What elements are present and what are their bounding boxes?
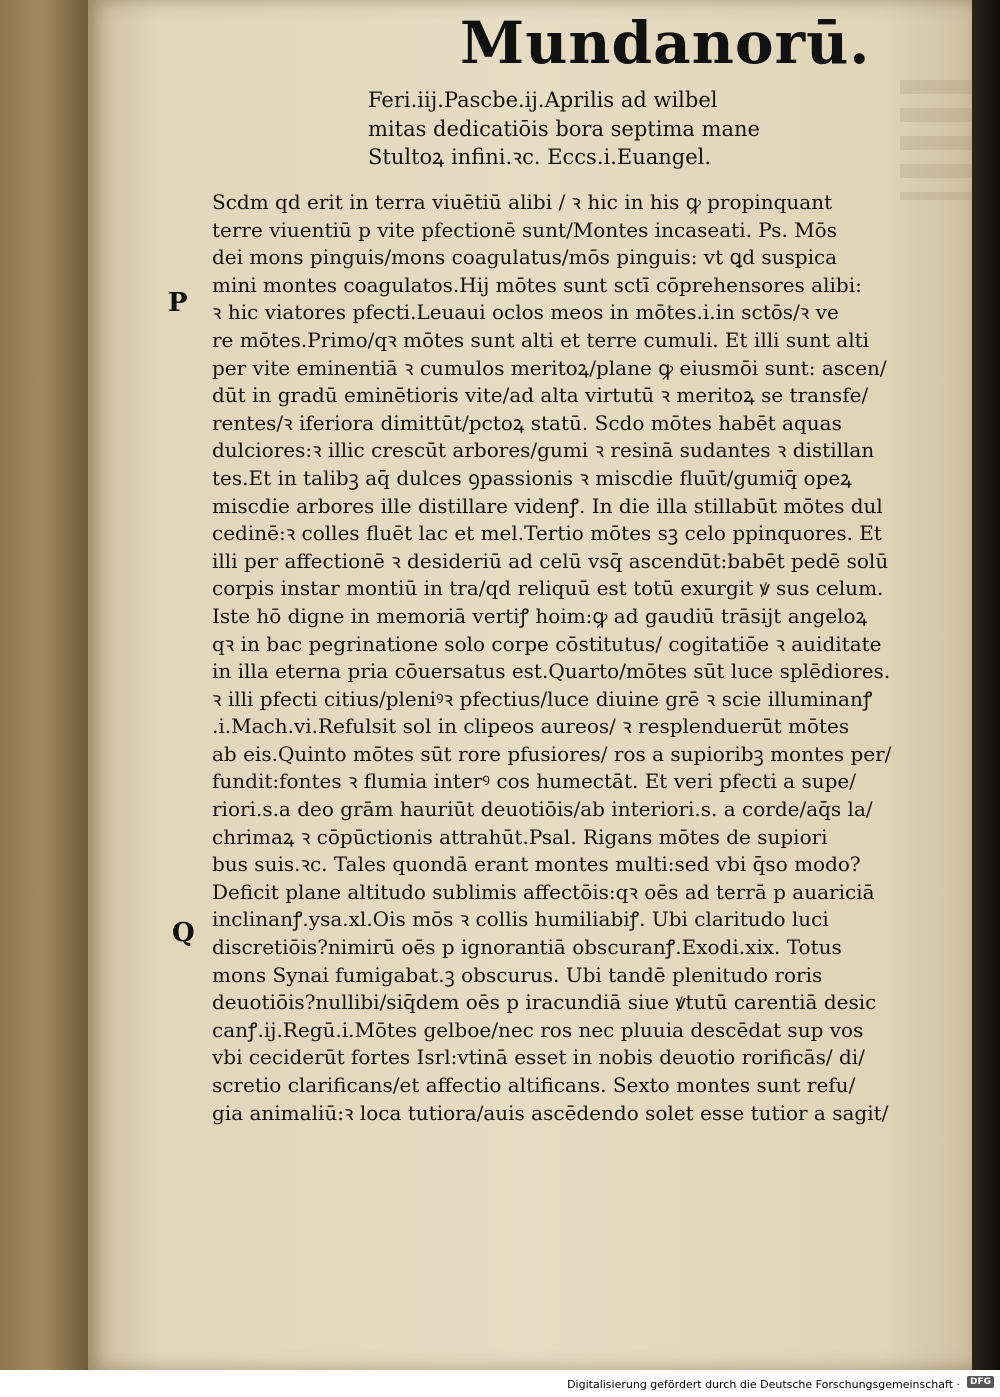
text-line: qꝛ in bac pegrinatione solo corpe cōstitutus/ cogitatiōe ꝛ auiditate xyxy=(212,631,882,656)
page-gutter-shadow xyxy=(972,0,1000,1370)
text-line: deuotiōis?nullibi/siq̄dem oēs p iracundiā siue ꝟtutū carentiā desic xyxy=(212,990,877,1015)
text-line: chrimaꝝ ꝛ cōpūctionis attrahūt.Psal. Rigans mōtes de supiori xyxy=(212,824,828,849)
text-line: in illa eterna pria cōuersatus est.Quarto/mōtes sūt luce splēdiores. xyxy=(212,659,891,684)
rubric-line: Stultoꝝ infini.ꝛc. Eccs.i.Euangel. xyxy=(368,145,712,169)
text-line: dei mons pinguis/mons coagulatus/mōs pinguis: vt ꝗd suspica xyxy=(212,245,838,270)
text-line: per vite eminentiā ꝛ cumulos meritoꝝ/plane ꝙ eiusmōi sunt: ascen/ xyxy=(212,355,887,380)
text-line: mons Synai fumigabat.ꝫ obscurus. Ubi tandē plenitudo roris xyxy=(212,962,823,987)
text-line: fundit:fontes ꝛ flumia interꝰ cos humectāt. Et veri pfecti a supe/ xyxy=(212,769,856,794)
text-line: ab eis.Quinto mōtes sūt rore pfusiores/ ros a supioribꝫ montes per/ xyxy=(212,741,892,766)
body-text xyxy=(212,189,972,1127)
text-line: bus suis.ꝛc. Tales quondā erant montes multi:sed vbi q̄so modo? xyxy=(212,852,861,877)
margin-letter-p: P xyxy=(168,288,188,318)
text-line: Scdm qd erit in terra viuētiū alibi / ꝛ hic in his ꝙ propinquant xyxy=(212,190,833,214)
rubric-heading xyxy=(368,86,760,172)
margin-letter-q: Q xyxy=(172,918,195,948)
text-line: mini montes coagulatos.Hij mōtes sunt sctī cōprehensores alibi: xyxy=(212,272,862,297)
text-line: canꝭ.ij.Regū.i.Mōtes gelboe/nec ros nec pluuia descēdat sup vos xyxy=(212,1017,864,1042)
text-line: scretio clarificans/et affectio altificans. Sexto montes sunt refu/ xyxy=(212,1073,856,1097)
text-line: Deficit plane altitudo sublimis affectōis:qꝛ oēs ad terrā p auariciā xyxy=(212,879,875,904)
text-line: tes.Et in talibꝫ aq̄ dulces ꝯpassionis ꝛ miscdie fluūt/gumiq̄ opeꝝ xyxy=(212,465,852,490)
page-headline: Mundanorū. xyxy=(460,9,871,77)
text-line: re mōtes.Primo/qꝛ mōtes sunt alti et terre cumuli. Et illi sunt alti xyxy=(212,327,870,352)
rubric-line: Feri.iij.Pascbe.ij.Aprilis ad wilbel xyxy=(368,88,718,112)
show-through-bleed xyxy=(900,80,972,200)
text-line: ꝛ illi pfecti citius/pleniꝰꝛ pfectius/luce diuine grē ꝛ scie illuminanꝭ xyxy=(212,686,873,711)
text-line: dulciores:ꝛ illic crescūt arbores/gumi ꝛ resinā sudantes ꝛ distillan xyxy=(212,438,875,463)
text-line: rentes/ꝛ iferiora dimittūt/pctoꝝ statū. Scdo mōtes habēt aquas xyxy=(212,410,842,435)
text-line: Iste hō digne in memoriā vertiꝭ hoim:ꝙ ad gaudiū trāsijt angeloꝝ xyxy=(212,603,868,628)
text-line: ꝛ hic viatores pfecti.Leuaui oclos meos in mōtes.i.in sctōs/ꝛ ve xyxy=(212,300,839,325)
text-line: discretiōis?nimirū oēs p ignorantiā obscuranꝭ.Exodi.xix. Totus xyxy=(212,935,842,960)
text-line: gia animaliū:ꝛ loca tutiora/auis ascēdendo solet esse tutior a sagit/ xyxy=(212,1100,889,1125)
text-line: vbi ceciderūt fortes Isrl:vtinā esset in nobis deuotio rorificās/ di/ xyxy=(212,1045,865,1070)
text-line: .i.Mach.vi.Refulsit sol in clipeos aureos/ ꝛ resplenduerūt mōtes xyxy=(212,714,850,739)
text-line: riori.s.a deo grām hauriūt deuotiōis/ab interiori.s. a corde/aq̄s la/ xyxy=(212,797,873,822)
text-line: terre viuentiū p vite pfectionē sunt/Montes incaseati. Ps. Mōs xyxy=(212,217,837,242)
funding-credit: Digitalisierung gefördert durch die Deutsche Forschungsgemeinschaft · xyxy=(567,1378,960,1391)
text-line: miscdie arbores ille distillare videnꝭ. In die illa stillabūt mōtes dul xyxy=(212,493,883,518)
book-cover-edge xyxy=(0,0,92,1397)
text-line: inclinanꝭ.ysa.xl.Ois mōs ꝛ collis humiliabiꝭ. Ubi claritudo luci xyxy=(212,907,829,932)
dfg-logo: DFG xyxy=(967,1376,994,1388)
text-line: dūt in gradū eminētioris vite/ad alta virtutū ꝛ meritoꝝ se transfe/ xyxy=(212,383,869,408)
rubric-line: mitas dedicatiōis bora septima mane xyxy=(368,116,760,141)
text-line: corpis instar montiū in tra/qd reliquū est totū exurgit ꝟ sus celum. xyxy=(212,576,884,601)
text-line: cedinē:ꝛ colles fluēt lac et mel.Tertio mōtes sꝫ celo ppinquores. Et xyxy=(212,521,882,546)
text-line: illi per affectionē ꝛ desideriū ad celū vsq̄ ascendūt:babēt pedē solū xyxy=(212,548,889,573)
